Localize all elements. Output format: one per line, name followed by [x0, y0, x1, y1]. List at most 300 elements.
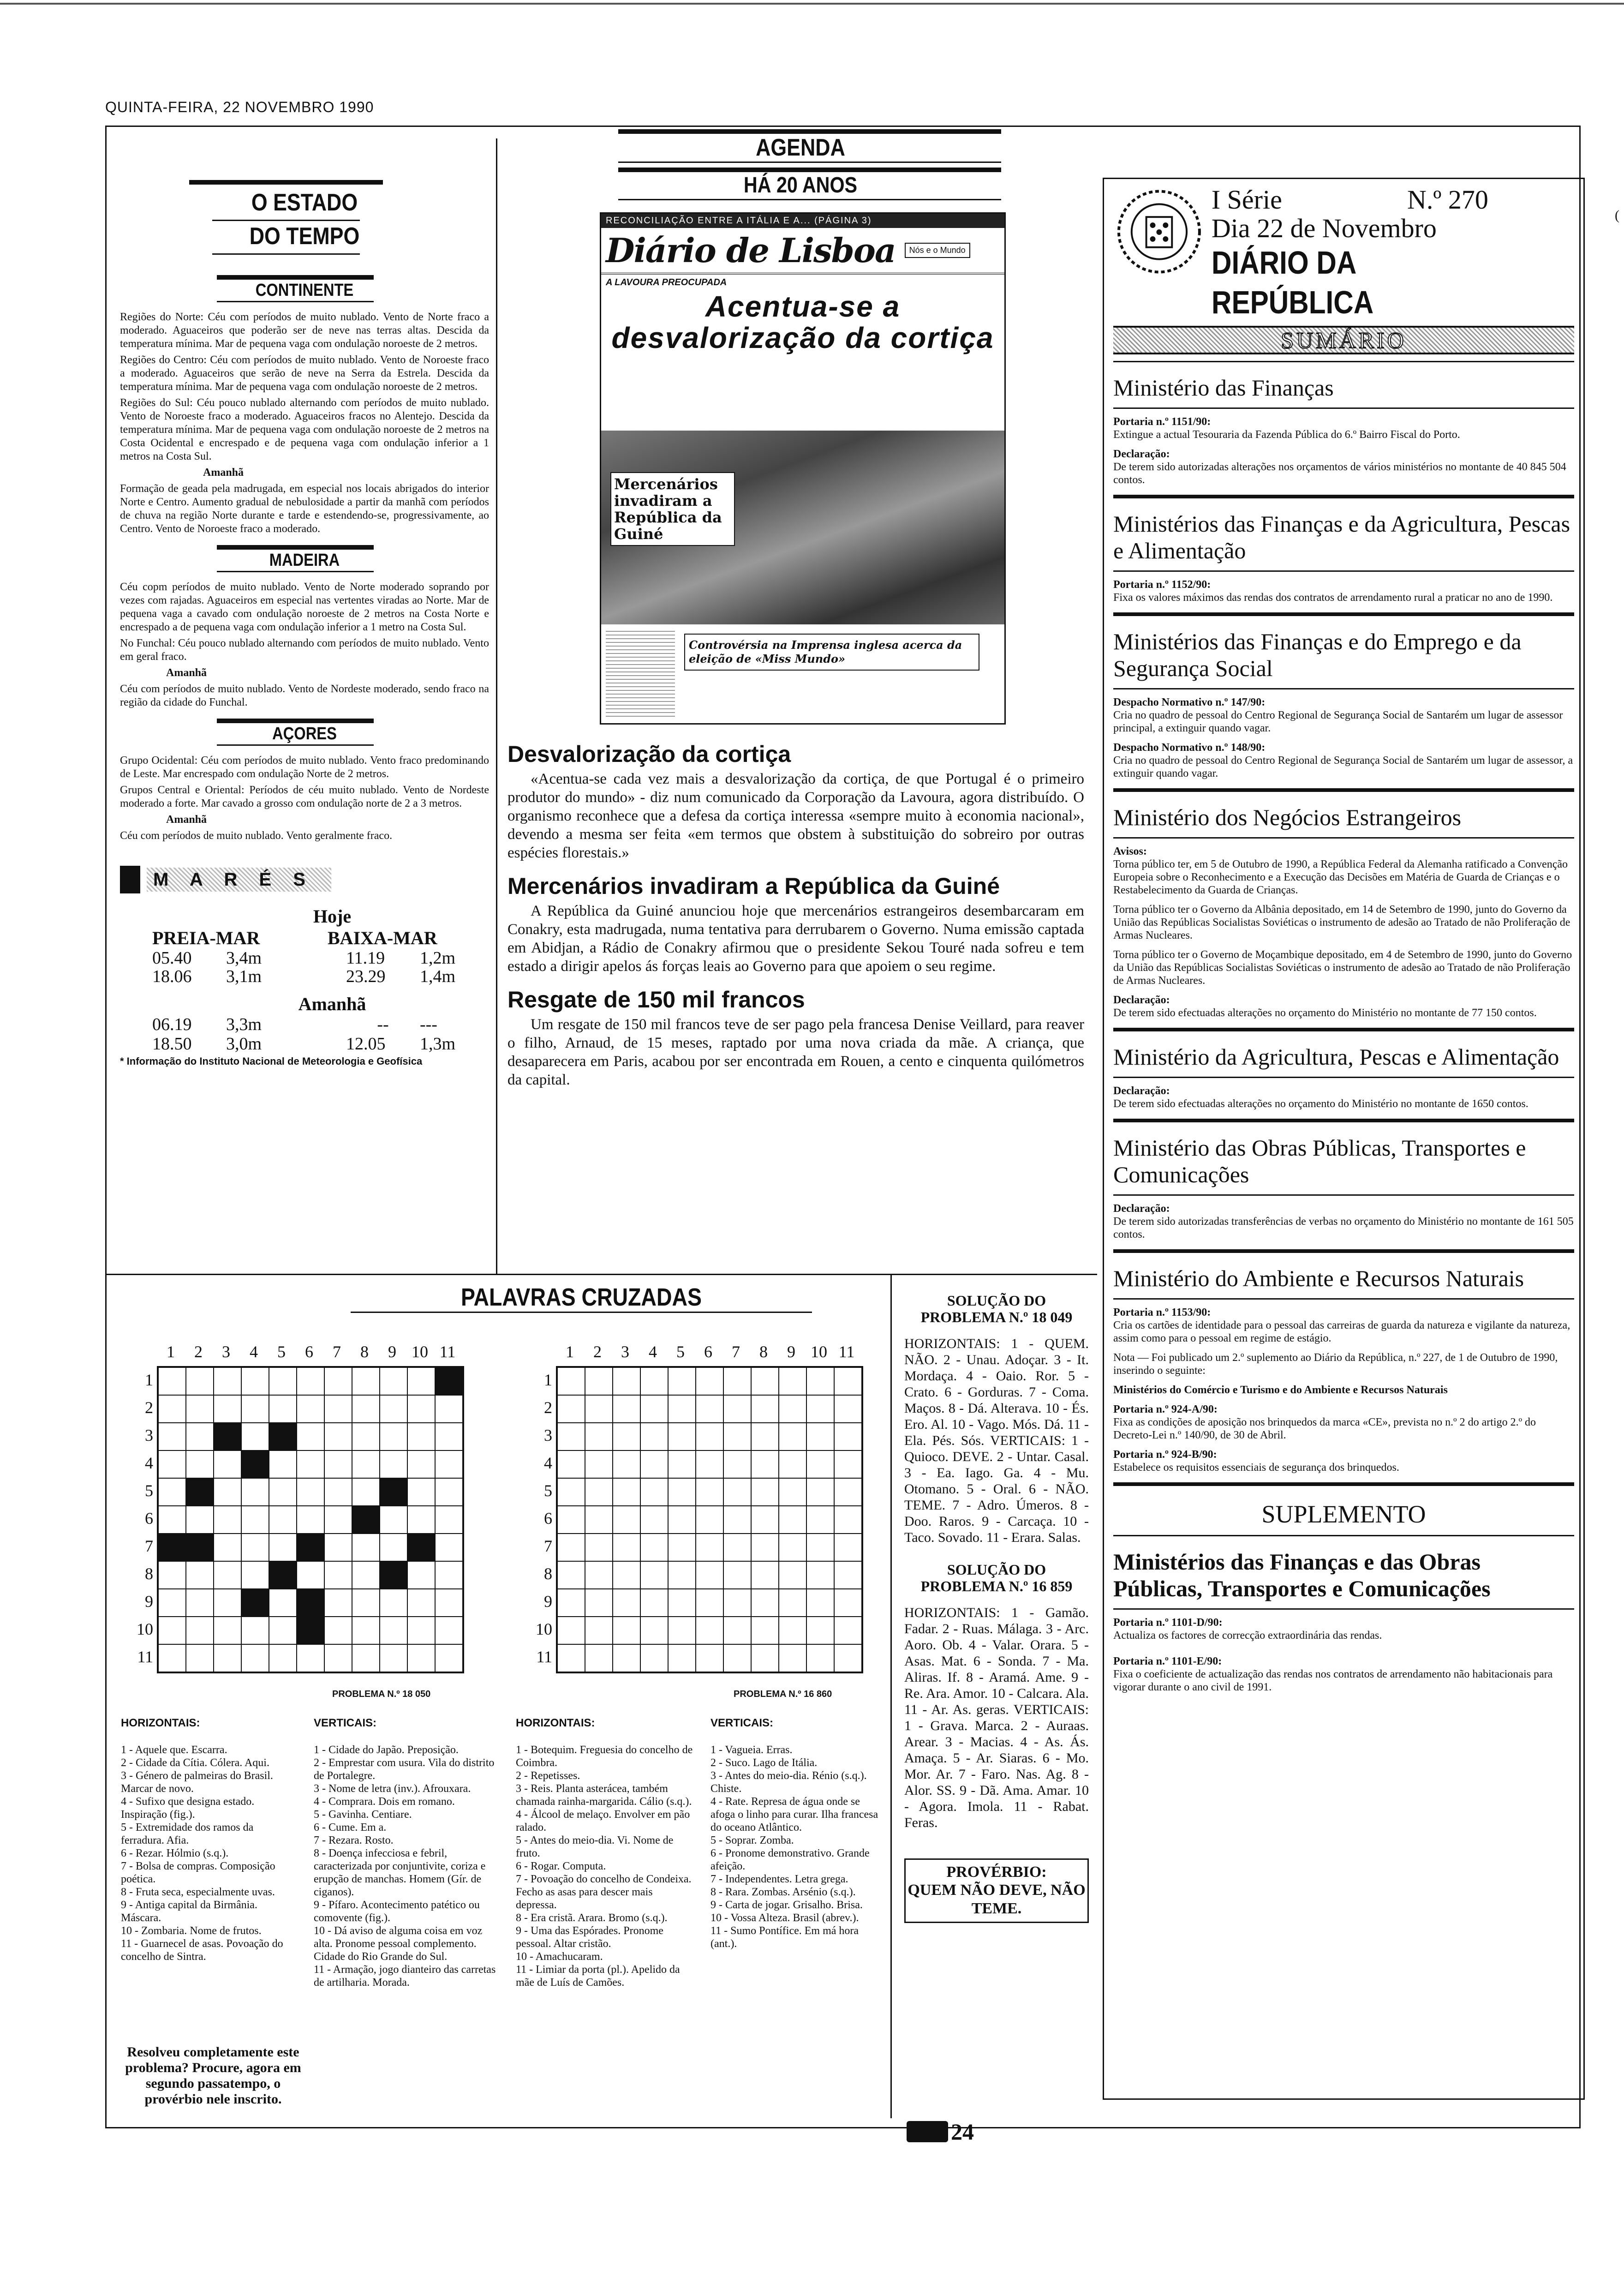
- crossword-cell[interactable]: [241, 1589, 269, 1617]
- crossword-cell[interactable]: [214, 1506, 241, 1534]
- section-rule: [1113, 788, 1574, 792]
- crossword-cell[interactable]: [806, 1423, 834, 1450]
- crossword-cell[interactable]: [834, 1395, 862, 1423]
- crossword-cell[interactable]: [613, 1506, 640, 1534]
- crossword-cell[interactable]: [380, 1423, 407, 1450]
- crossword-cell[interactable]: [269, 1561, 297, 1589]
- clipping-badge: Nós e o Mundo: [905, 243, 970, 258]
- crossword-cell[interactable]: [186, 1617, 214, 1644]
- crossword-cell[interactable]: [806, 1644, 834, 1672]
- crossword-cell[interactable]: [297, 1478, 324, 1506]
- acores-amanha: Céu com períodos de muito nublado. Vento geralmente fraco.: [120, 830, 393, 842]
- crossword-cell[interactable]: [407, 1450, 435, 1478]
- crossword-cell[interactable]: [158, 1506, 186, 1534]
- crossword-cell[interactable]: [214, 1561, 241, 1589]
- ministry-rule: [1113, 1077, 1574, 1078]
- crossword-cell[interactable]: [380, 1644, 407, 1672]
- crossword-cell[interactable]: [241, 1450, 269, 1478]
- crossword-cell[interactable]: [352, 1423, 380, 1450]
- crossword-cell[interactable]: [297, 1589, 324, 1617]
- crossword-cell[interactable]: [435, 1617, 463, 1644]
- crossword-cell[interactable]: [324, 1367, 352, 1395]
- crossword-cell[interactable]: [435, 1506, 463, 1534]
- crossword-cell[interactable]: [297, 1367, 324, 1395]
- ha-20-anos-text: HÁ 20 ANOS: [743, 173, 858, 198]
- crossword-cell[interactable]: [696, 1395, 723, 1423]
- crossword-cell[interactable]: [435, 1395, 463, 1423]
- crossword-cell[interactable]: [640, 1450, 668, 1478]
- crossword-cell[interactable]: [806, 1506, 834, 1534]
- crossword-cell[interactable]: [158, 1561, 186, 1589]
- crossword-cell[interactable]: [241, 1506, 269, 1534]
- crossword-cell[interactable]: [751, 1367, 779, 1395]
- crossword-cell[interactable]: [158, 1395, 186, 1423]
- preia-label: PREIA-MAR: [152, 928, 260, 948]
- crossword-cell[interactable]: [214, 1395, 241, 1423]
- row-number: 3: [544, 1426, 552, 1444]
- crossword-cell[interactable]: [186, 1423, 214, 1450]
- crossword-cell[interactable]: [186, 1589, 214, 1617]
- crossword-cell[interactable]: [186, 1450, 214, 1478]
- crossword-cell[interactable]: [613, 1534, 640, 1561]
- crossword-cell[interactable]: [668, 1478, 696, 1506]
- grid1-row-numbers: [130, 1366, 153, 1671]
- crossword-cell[interactable]: [723, 1395, 751, 1423]
- sumario-item: [1113, 1384, 1574, 1396]
- sumario-band: [1113, 326, 1574, 354]
- crossword-cell[interactable]: [696, 1561, 723, 1589]
- col-number: 8: [360, 1342, 369, 1361]
- crossword-cell[interactable]: [585, 1534, 613, 1561]
- crossword-cell[interactable]: [779, 1395, 806, 1423]
- crossword-cell[interactable]: [640, 1367, 668, 1395]
- crossword-cell[interactable]: [269, 1395, 297, 1423]
- crossword-cell[interactable]: [214, 1450, 241, 1478]
- crossword-cell[interactable]: [557, 1423, 585, 1450]
- crossword-cell[interactable]: [214, 1423, 241, 1450]
- crossword-cell[interactable]: [158, 1534, 186, 1561]
- crossword-cell[interactable]: [352, 1589, 380, 1617]
- crossword-cell[interactable]: [186, 1644, 214, 1672]
- article-title: Resgate de 150 mil francos: [508, 987, 805, 1013]
- crossword-cell[interactable]: [779, 1450, 806, 1478]
- crossword-cell[interactable]: [723, 1478, 751, 1506]
- crossword-cell[interactable]: [186, 1561, 214, 1589]
- crossword-cell[interactable]: [613, 1561, 640, 1589]
- crossword-cell[interactable]: [640, 1478, 668, 1506]
- crossword-cell[interactable]: [779, 1617, 806, 1644]
- crossword-cell[interactable]: [723, 1534, 751, 1561]
- crossword-cell[interactable]: [297, 1534, 324, 1561]
- crossword-cell[interactable]: [806, 1450, 834, 1478]
- ministry-rule: [1113, 570, 1574, 572]
- crossword-cell[interactable]: [269, 1478, 297, 1506]
- sumario-item: [1113, 415, 1574, 441]
- date-line: QUINTA-FEIRA, 22 NOVEMBRO 1990: [105, 99, 374, 115]
- p2-horizontal-clues: 1 - Botequim. Freguesia do concelho de Coimbra. 2 - Repetisses. 3 - Reis. Planta asterácea, também chamada rainha-margarida. Cálio (s.q.). 4 - Álcool de melaço. Envolver em pão ralado. 5 - Antes do meio-dia. Vi. Nome de fruto. 6 - Rogar. Computa. 7 - Povoação do concelho de Condeixa. Fecho as asas para descer mais depressa. 8 - Era cristã. Arara. Bromo (s.q.). 9 - Uma das Espórades. Pronome pessoal. Altar cristão. 10 - Amachucaram. 11 - Limiar da porta (pl.). Apelido da mãe de Luís de Camões.: [516, 1744, 693, 1989]
- crossword-cell[interactable]: [158, 1450, 186, 1478]
- crossword-cell[interactable]: [297, 1506, 324, 1534]
- crossword-cell[interactable]: [779, 1589, 806, 1617]
- crossword-cell[interactable]: [640, 1561, 668, 1589]
- crossword-cell[interactable]: [640, 1423, 668, 1450]
- crossword-cell[interactable]: [324, 1534, 352, 1561]
- crossword-cell[interactable]: [751, 1589, 779, 1617]
- crossword-cell[interactable]: [158, 1367, 186, 1395]
- crossword-cell[interactable]: [806, 1589, 834, 1617]
- crossword-cell[interactable]: [613, 1423, 640, 1450]
- crossword-cell[interactable]: [407, 1367, 435, 1395]
- crossword-cell[interactable]: [435, 1644, 463, 1672]
- crossword-cell[interactable]: [297, 1617, 324, 1644]
- crossword-cell[interactable]: [779, 1506, 806, 1534]
- crossword-cell[interactable]: [435, 1478, 463, 1506]
- crossword-cell[interactable]: [806, 1534, 834, 1561]
- crossword-cell[interactable]: [352, 1395, 380, 1423]
- crossword-cell[interactable]: [241, 1561, 269, 1589]
- crossword-cell[interactable]: [834, 1478, 862, 1506]
- crossword-cell[interactable]: [640, 1506, 668, 1534]
- crossword-cell[interactable]: [613, 1367, 640, 1395]
- crossword-cell[interactable]: [834, 1506, 862, 1534]
- crossword-cell[interactable]: [380, 1506, 407, 1534]
- crossword-cell[interactable]: [352, 1617, 380, 1644]
- crossword-cell[interactable]: [834, 1423, 862, 1450]
- crossword-cell[interactable]: [269, 1644, 297, 1672]
- crossword-cell[interactable]: [751, 1478, 779, 1506]
- crossword-cell[interactable]: [186, 1534, 214, 1561]
- crossword-cell[interactable]: [696, 1367, 723, 1395]
- crossword-cell[interactable]: [324, 1617, 352, 1644]
- crossword-cell[interactable]: [696, 1450, 723, 1478]
- serie-row: [1212, 186, 1488, 214]
- crossword-cell[interactable]: [380, 1561, 407, 1589]
- crossword-cell[interactable]: [640, 1395, 668, 1423]
- crossword-cell[interactable]: [723, 1450, 751, 1478]
- crossword-cell[interactable]: [352, 1367, 380, 1395]
- crossword-cell[interactable]: [696, 1478, 723, 1506]
- p1-horizontal: [121, 1717, 296, 1963]
- crossword-cell[interactable]: [186, 1478, 214, 1506]
- crossword-cell[interactable]: [241, 1367, 269, 1395]
- crossword-cell[interactable]: [214, 1478, 241, 1506]
- crossword-cell[interactable]: [324, 1450, 352, 1478]
- item-text: Torna público ter o Governo de Moçambique depositado, em 4 de Setembro de 1990, junto do Governo da União das Repúblicas Socialistas Soviéticas o instrumento de adesão ao Tratado de não Proliferação de Armas Nucleares.: [1113, 949, 1572, 987]
- p1-vertical-clues: 1 - Cidade do Japão. Preposição. 2 - Emprestar com usura. Vila do distrito de Portalegre. 3 - Nome de letra (inv.). Afrouxara. 4 - Comprara. Dois em romano. 5 - Gavinha. Centiare. 6 - Cume. Em a. 7 - Rezara. Rosto. 8 - Doença infecciosa e febril, caracterizada por conjuntivite, coriza e erupção de manchas. Homem (Gír. de ciganos). 9 - Pífaro. Acontecimento patético ou comovente (fig.). 10 - Dá aviso de alguma coisa em voz alta. Pronome pessoal complemento. Cidade do Rio Grande do Sul. 11 - Armação, jogo dianteiro das carretas de artilharia. Morada.: [314, 1744, 496, 1989]
- acores-rule: [217, 719, 374, 723]
- weather-title-2: [120, 221, 489, 252]
- crossword-cell[interactable]: [751, 1644, 779, 1672]
- crossword-cell[interactable]: [214, 1644, 241, 1672]
- crossword-cell[interactable]: [723, 1367, 751, 1395]
- crossword-cell[interactable]: [352, 1450, 380, 1478]
- crossword-cell[interactable]: [751, 1395, 779, 1423]
- crossword-cell[interactable]: [380, 1450, 407, 1478]
- crossword-cell[interactable]: [834, 1644, 862, 1672]
- agenda-column: [508, 129, 1093, 1089]
- problem-2-label: PROBLEMA N.º 16 860: [734, 1689, 832, 1699]
- clipping-text-block: [606, 629, 675, 717]
- crossword-cell[interactable]: [585, 1450, 613, 1478]
- crossword-cell[interactable]: [352, 1478, 380, 1506]
- crossword-cell[interactable]: [696, 1644, 723, 1672]
- crossword-cell[interactable]: [557, 1450, 585, 1478]
- crossword-cell[interactable]: [186, 1395, 214, 1423]
- crossword-cell[interactable]: [241, 1644, 269, 1672]
- crossword-cell[interactable]: [668, 1644, 696, 1672]
- crossword-cell[interactable]: [834, 1561, 862, 1589]
- crossword-cell[interactable]: [435, 1367, 463, 1395]
- crossword-cell[interactable]: [241, 1478, 269, 1506]
- problem-1-label: PROBLEMA N.º 18 050: [332, 1689, 431, 1699]
- crossword-cell[interactable]: [380, 1395, 407, 1423]
- crossword-cell[interactable]: [779, 1423, 806, 1450]
- tide-amanha-table: [152, 1015, 489, 1054]
- col-number: 4: [649, 1342, 657, 1361]
- crossword-cell[interactable]: [557, 1506, 585, 1534]
- item-label: Portaria n.º 1152/90:: [1113, 579, 1211, 591]
- crossword-cell[interactable]: [407, 1423, 435, 1450]
- crossword-cell[interactable]: [214, 1534, 241, 1561]
- row-number: 7: [145, 1537, 153, 1555]
- item-text: Extingue a actual Tesouraria da Fazenda Pública do 6.º Bairro Fiscal do Porto.: [1113, 429, 1460, 441]
- crossword-cell[interactable]: [613, 1478, 640, 1506]
- crossword-cell[interactable]: [668, 1367, 696, 1395]
- crossword-cell[interactable]: [723, 1561, 751, 1589]
- crossword-cell[interactable]: [585, 1506, 613, 1534]
- crossword-cell[interactable]: [668, 1506, 696, 1534]
- crossword-cell[interactable]: [324, 1561, 352, 1589]
- crossword-cell[interactable]: [806, 1395, 834, 1423]
- crossword-cell[interactable]: [723, 1423, 751, 1450]
- crossword-cell[interactable]: [668, 1617, 696, 1644]
- crossword-cell[interactable]: [269, 1617, 297, 1644]
- crossword-grid-1[interactable]: [157, 1366, 464, 1673]
- ministry-heading: Ministérios das Finanças e da Agricultura, Pescas e Alimentação: [1113, 511, 1570, 563]
- crossword-cell[interactable]: [297, 1644, 324, 1672]
- crossword-cell[interactable]: [834, 1367, 862, 1395]
- crossword-cell[interactable]: [352, 1644, 380, 1672]
- crossword-cell[interactable]: [158, 1644, 186, 1672]
- crossword-cell[interactable]: [723, 1617, 751, 1644]
- crossword-cell[interactable]: [297, 1423, 324, 1450]
- row-number: 8: [145, 1564, 153, 1583]
- continente-amanha: Formação de geada pela madrugada, em especial nos locais abrigados do interior Norte e Centro. Aumento gradual de nebulosidade a partir da manhã com períodos de chuva na região Norte durante e tarde e estendendo-se, progressivamente, ao Centro. Vento de Noroeste fraco a moderado.: [120, 483, 489, 535]
- crossword-cell[interactable]: [435, 1423, 463, 1450]
- crossword-cell[interactable]: [269, 1423, 297, 1450]
- crossword-cell[interactable]: [557, 1395, 585, 1423]
- crossword-cell[interactable]: [613, 1617, 640, 1644]
- crossword-cell[interactable]: [806, 1367, 834, 1395]
- crossword-cell[interactable]: [585, 1367, 613, 1395]
- crossword-cell[interactable]: [585, 1423, 613, 1450]
- crossword-grid-2[interactable]: [556, 1366, 863, 1673]
- crossword-cell[interactable]: [241, 1534, 269, 1561]
- crossword-cell[interactable]: [834, 1450, 862, 1478]
- crossword-cell[interactable]: [214, 1589, 241, 1617]
- col-number: 5: [676, 1342, 685, 1361]
- crossword-cell[interactable]: [640, 1644, 668, 1672]
- crossword-cell[interactable]: [269, 1367, 297, 1395]
- article-title: Mercenários invadiram a República da Guiné: [508, 873, 1000, 899]
- crossword-cell[interactable]: [751, 1617, 779, 1644]
- crossword-cell[interactable]: [407, 1561, 435, 1589]
- crossword-cell[interactable]: [241, 1395, 269, 1423]
- crossword-cell[interactable]: [352, 1561, 380, 1589]
- crossword-cell[interactable]: [407, 1534, 435, 1561]
- item-text: Nota — Foi publicado um 2.º suplemento ao Diário da República, n.º 227, de 1 de Outubro de 1990, inserindo o seguinte:: [1113, 1352, 1558, 1377]
- crossword-cell[interactable]: [668, 1395, 696, 1423]
- crossword-cell[interactable]: [557, 1617, 585, 1644]
- crossword-cell[interactable]: [407, 1506, 435, 1534]
- crossword-cell[interactable]: [723, 1644, 751, 1672]
- crossword-cell[interactable]: [640, 1534, 668, 1561]
- crossword-cell[interactable]: [668, 1423, 696, 1450]
- publication-logo-icon: [907, 2121, 948, 2142]
- crossword-cell[interactable]: [557, 1561, 585, 1589]
- crossword-cell[interactable]: [613, 1450, 640, 1478]
- crossword-cell[interactable]: [751, 1561, 779, 1589]
- crossword-cell[interactable]: [613, 1644, 640, 1672]
- crossword-cell[interactable]: [751, 1506, 779, 1534]
- crossword-cell[interactable]: [269, 1534, 297, 1561]
- crossword-cell[interactable]: [435, 1450, 463, 1478]
- crossword-cell[interactable]: [557, 1589, 585, 1617]
- crossword-cell[interactable]: [751, 1423, 779, 1450]
- clipping-masthead-row: [601, 228, 1004, 275]
- crossword-cell[interactable]: [380, 1617, 407, 1644]
- crossword-cell[interactable]: [557, 1644, 585, 1672]
- agenda-articles: [508, 741, 1084, 1089]
- crossword-cell[interactable]: [297, 1450, 324, 1478]
- crossword-cell[interactable]: [668, 1450, 696, 1478]
- crossword-cell[interactable]: [557, 1534, 585, 1561]
- crossword-cell[interactable]: [668, 1589, 696, 1617]
- crossword-cell[interactable]: [779, 1561, 806, 1589]
- crossword-cell[interactable]: [585, 1478, 613, 1506]
- crossword-cell[interactable]: [613, 1589, 640, 1617]
- tide-height: 1,3m: [420, 1034, 456, 1054]
- crossword-cell[interactable]: [269, 1589, 297, 1617]
- crossword-cell[interactable]: [407, 1395, 435, 1423]
- crossword-cell[interactable]: [241, 1423, 269, 1450]
- crossword-cell[interactable]: [214, 1617, 241, 1644]
- crossword-cell[interactable]: [407, 1644, 435, 1672]
- crossword-cell[interactable]: [640, 1589, 668, 1617]
- item-text: De terem sido autorizadas transferências de verbas no orçamento do Ministério no montante de 161 505 contos.: [1113, 1216, 1574, 1240]
- crossword-cell[interactable]: [186, 1506, 214, 1534]
- crossword-cell[interactable]: [269, 1506, 297, 1534]
- crossword-cell[interactable]: [297, 1561, 324, 1589]
- crossword-cell[interactable]: [834, 1617, 862, 1644]
- crossword-cell[interactable]: [585, 1589, 613, 1617]
- crossword-cell[interactable]: [158, 1423, 186, 1450]
- crossword-cell[interactable]: [269, 1450, 297, 1478]
- crossword-cell[interactable]: [324, 1423, 352, 1450]
- crossword-cell[interactable]: [158, 1478, 186, 1506]
- crossword-cell[interactable]: [834, 1534, 862, 1561]
- crossword-cell[interactable]: [696, 1506, 723, 1534]
- crossword-cell[interactable]: [640, 1617, 668, 1644]
- numero: N.º 270: [1407, 185, 1488, 215]
- crossword-cell[interactable]: [380, 1478, 407, 1506]
- crossword-cell[interactable]: [806, 1617, 834, 1644]
- crossword-cell[interactable]: [435, 1589, 463, 1617]
- crossword-title-text: PALAVRAS CRUZADAS: [460, 1283, 702, 1311]
- crossword-cell[interactable]: [407, 1617, 435, 1644]
- col-number: 7: [333, 1342, 341, 1361]
- crossword-cell[interactable]: [806, 1561, 834, 1589]
- tide-height: ---: [420, 1015, 437, 1034]
- crossword-cell[interactable]: [352, 1534, 380, 1561]
- crossword-cell[interactable]: [241, 1617, 269, 1644]
- crossword-cell[interactable]: [613, 1395, 640, 1423]
- row-number: 2: [544, 1398, 552, 1417]
- crossword-cell[interactable]: [158, 1589, 186, 1617]
- crossword-cell[interactable]: [214, 1367, 241, 1395]
- crossword-cell[interactable]: [557, 1478, 585, 1506]
- crossword-cell[interactable]: [324, 1478, 352, 1506]
- crossword-cell[interactable]: [723, 1506, 751, 1534]
- crossword-cell[interactable]: [668, 1561, 696, 1589]
- crossword-cell[interactable]: [696, 1423, 723, 1450]
- crossword-cell[interactable]: [696, 1534, 723, 1561]
- row-number: 5: [544, 1481, 552, 1500]
- continente-amanha-label: Amanhã: [203, 467, 244, 479]
- crossword-cell[interactable]: [779, 1478, 806, 1506]
- item-text: Actualiza os factores de correcção extraordinária das rendas.: [1113, 1630, 1382, 1642]
- suplemento-heading: SUPLEMENTO: [1261, 1500, 1426, 1528]
- crossword-cell[interactable]: [751, 1450, 779, 1478]
- crossword-cell[interactable]: [186, 1367, 214, 1395]
- crossword-cell[interactable]: [324, 1395, 352, 1423]
- madeira-p1: Céu copm períodos de muito nublado. Vento de Norte moderado soprando por vezes com rajadas. Aguaceiros em especial nas vertentes viradas ao Norte. Mar de pequena vaga a cavado com ondulação noroeste de 2 metros na Costa Norte e encrespado a de pequena vaga com ondulação inferior a 1 metro na Costa Sul.: [120, 581, 489, 633]
- crossword-cell[interactable]: [585, 1644, 613, 1672]
- crossword-cell[interactable]: [806, 1478, 834, 1506]
- crossword-cell[interactable]: [380, 1534, 407, 1561]
- crossword-cell[interactable]: [158, 1617, 186, 1644]
- crossword-cell[interactable]: [407, 1589, 435, 1617]
- crossword-cell[interactable]: [324, 1644, 352, 1672]
- crossword-cell[interactable]: [352, 1506, 380, 1534]
- crossword-cell[interactable]: [696, 1617, 723, 1644]
- crossword-cell[interactable]: [324, 1589, 352, 1617]
- crossword-cell[interactable]: [723, 1589, 751, 1617]
- tide-height: 3,1m: [226, 967, 262, 986]
- crossword-cell[interactable]: [297, 1395, 324, 1423]
- crossword-cell[interactable]: [324, 1506, 352, 1534]
- crossword-cell[interactable]: [585, 1561, 613, 1589]
- crossword-cell[interactable]: [779, 1367, 806, 1395]
- crossword-cell[interactable]: [696, 1589, 723, 1617]
- crossword-cell[interactable]: [834, 1589, 862, 1617]
- crossword-cell[interactable]: [668, 1534, 696, 1561]
- crossword-cell[interactable]: [435, 1561, 463, 1589]
- crossword-cell[interactable]: [585, 1617, 613, 1644]
- crossword-cell[interactable]: [557, 1367, 585, 1395]
- crossword-cell[interactable]: [380, 1589, 407, 1617]
- crossword-cell[interactable]: [751, 1534, 779, 1561]
- crossword-cell[interactable]: [779, 1534, 806, 1561]
- tide-height: 1,2m: [420, 948, 456, 968]
- clipping-sub2: Controvérsia na Imprensa inglesa acerca da eleição de «Miss Mundo»: [684, 634, 979, 671]
- article-body: Um resgate de 150 mil francos teve de ser pago pela francesa Denise Veillard, para reaver o filho, Arnaud, de 15 meses, raptado por uma nova criada da mãe. A criança, que desaparecera em Paris, acabou por ser encontrada em Rouen, a cento e cinquenta quilómetros da capital.: [508, 1016, 1084, 1088]
- crossword-cell[interactable]: [585, 1395, 613, 1423]
- crossword-cell[interactable]: [407, 1478, 435, 1506]
- crossword-cell[interactable]: [435, 1534, 463, 1561]
- crossword-cell[interactable]: [380, 1367, 407, 1395]
- crossword-cell[interactable]: [779, 1644, 806, 1672]
